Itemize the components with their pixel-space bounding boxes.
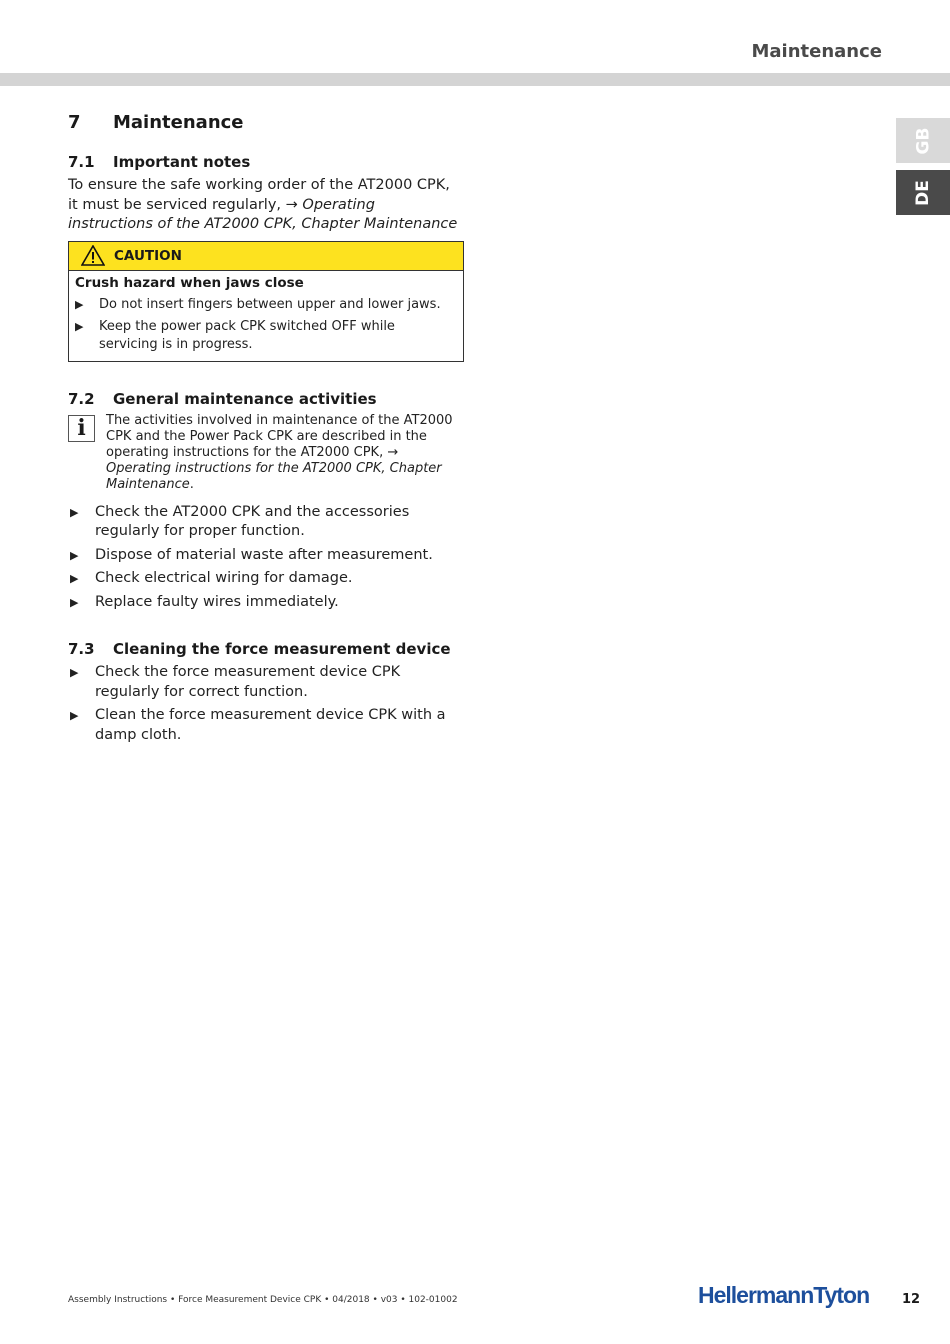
- lang-tab-de-label: DE: [912, 179, 933, 206]
- header-bar: [0, 73, 950, 86]
- cross-reference: Operating instructions of the AT2000 CPK, Chapter Maintenance: [68, 196, 458, 232]
- list-item-text: Keep the power pack CPK switched OFF while servicing is in progress.: [99, 318, 395, 352]
- important-notes-text: [68, 176, 464, 235]
- list-item: [75, 318, 457, 354]
- caution-box: [68, 241, 464, 362]
- section-7-2-heading: [68, 390, 464, 408]
- hellermanntyton-logo: HellermannTyton: [698, 1282, 870, 1308]
- list-item: [68, 663, 464, 702]
- section-title: Maintenance: [113, 112, 244, 133]
- caution-title: Crush hazard when jaws close: [75, 274, 304, 291]
- section-7-3: [68, 640, 464, 745]
- section-number: 7.2: [68, 389, 95, 408]
- list-item-text: Replace faulty wires immediately.: [95, 593, 339, 610]
- section-7-1-heading: [68, 153, 464, 171]
- list-item: [68, 546, 464, 566]
- bullet-triangle-icon: ▶: [75, 319, 84, 333]
- section-number: 7: [68, 112, 81, 133]
- maintenance-list: [68, 503, 464, 613]
- list-item-text: Check electrical wiring for damage.: [95, 570, 353, 586]
- list-item: [68, 569, 464, 589]
- page-content: [68, 112, 464, 749]
- running-header-title: Maintenance: [751, 41, 882, 62]
- list-item-text: Do not insert fingers between upper and lower jaws.: [99, 296, 441, 312]
- section-title: Important notes: [113, 153, 251, 171]
- bullet-triangle-icon: ▶: [70, 572, 79, 585]
- list-item-text: Check the AT2000 CPK and the accessories regularly for proper function.: [95, 503, 410, 539]
- cleaning-list: [68, 663, 464, 745]
- list-item: [68, 593, 464, 613]
- bullet-triangle-icon: ▶: [70, 505, 79, 519]
- lang-tab-de[interactable]: [896, 170, 950, 215]
- bullet-triangle-icon: ▶: [70, 666, 79, 679]
- caution-body: [69, 271, 463, 361]
- cross-reference: Operating instructions for the AT2000 CPK, Chapter Maintenance: [106, 460, 442, 492]
- section-number: 7.1: [68, 153, 95, 171]
- page-number: 12: [902, 1292, 921, 1307]
- footer-text: Assembly Instructions • Force Measurement Device CPK • 04/2018 • v03 • 102-01002: [68, 1295, 458, 1305]
- list-item: [68, 503, 464, 542]
- section-7-3-heading: [68, 640, 464, 658]
- text-end: .: [189, 476, 194, 492]
- info-icon: i: [68, 415, 95, 442]
- list-item: [68, 706, 464, 745]
- section-7-2: [68, 390, 464, 613]
- list-item-text: Clean the force measurement device CPK with a damp cloth.: [95, 707, 446, 743]
- lang-tab-gb[interactable]: [896, 118, 950, 163]
- text-plain: The activities involved in maintenance of the AT2000 CPK and the Power Pack CPK are described in the operating instructions for the AT2000 CPK, →: [106, 412, 453, 460]
- warning-triangle-icon: [81, 245, 105, 266]
- caution-label: CAUTION: [114, 247, 182, 264]
- info-text: [106, 413, 461, 493]
- list-item: [75, 296, 457, 314]
- section-number: 7.3: [68, 640, 95, 658]
- bullet-triangle-icon: ▶: [75, 297, 84, 311]
- section-title: Cleaning the force measurement device: [113, 640, 451, 658]
- list-item-text: Check the force measurement device CPK regularly for correct function.: [95, 664, 401, 700]
- bullet-triangle-icon: ▶: [70, 595, 79, 609]
- bullet-triangle-icon: ▶: [70, 709, 79, 722]
- bullet-triangle-icon: ▶: [70, 548, 79, 562]
- caution-header: [69, 242, 463, 271]
- text-plain: To ensure the safe working order of the AT2000 CPK, it must be serviced regularly, →: [68, 177, 450, 213]
- lang-tab-gb-label: GB: [912, 127, 933, 154]
- info-note: [68, 413, 464, 493]
- section-title: General maintenance activities: [113, 389, 377, 408]
- section-7-heading: [68, 112, 464, 133]
- list-item-text: Dispose of material waste after measurement.: [95, 546, 433, 563]
